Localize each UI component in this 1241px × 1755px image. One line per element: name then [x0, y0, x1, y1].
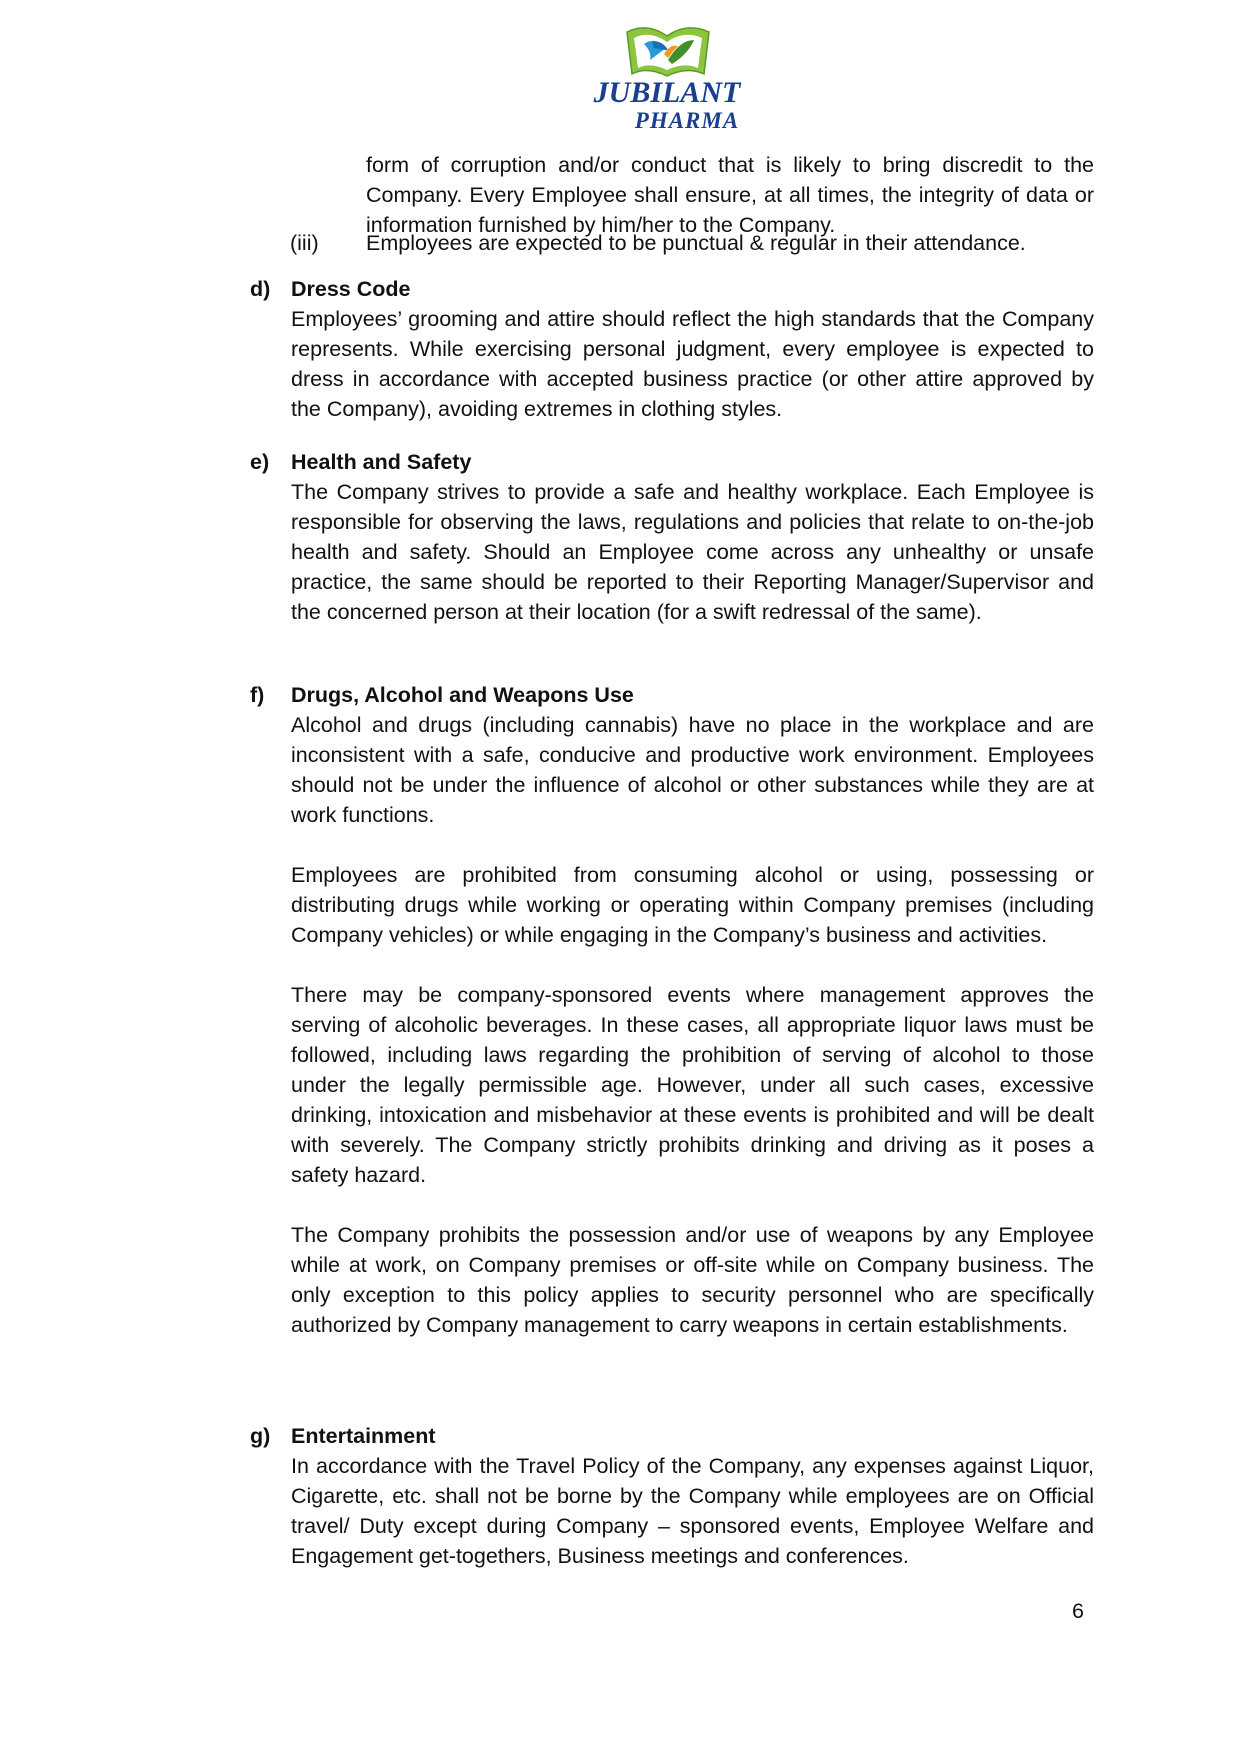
paragraph: Employees’ grooming and attire should reflect the high standards that the Company represents. While exercising personal judgment, every employee is expected to dress in accordance with accepted business practice (or other attire approved by the Company), avoiding extremes in clothing styles. [291, 307, 1094, 421]
page-number: 6 [1072, 1599, 1084, 1623]
paragraph: In accordance with the Travel Policy of the Company, any expenses against Liquor, Cigarette, etc. shall not be borne by the Company while employees are on Official travel/ Duty except during Company – sponsored events, Employee Welfare and Engagement get-togethers, Business meetings and conferences. [291, 1454, 1094, 1568]
section-title: Health and Safety [291, 450, 472, 474]
logo-text-jubilant: JUBILANT [593, 76, 741, 109]
paragraph: Alcohol and drugs (including cannabis) have no place in the workplace and are inconsistent with a safe, conducive and productive work environment. Employees should not be under the influence of alcohol or other substances while they are at work functions. [291, 713, 1094, 827]
section-label: d) [250, 277, 271, 301]
paragraph: The Company prohibits the possession and/or use of weapons by any Employee while at work, on Company premises or off-site while on Company business. The only exception to this policy applies to security personnel who are specifically authorized by Company management to carry weapons in certain establishments. [291, 1223, 1094, 1337]
section-label: g) [250, 1424, 271, 1448]
paragraph: The Company strives to provide a safe and healthy workplace. Each Employee is responsible for observing the laws, regulations and policies that relate to on-the-job health and safety. Should an Employee come across any unhealthy or unsafe practice, the same should be reported to their Reporting Manager/Supervisor and the concerned person at their location (for a swift redressal of the same). [291, 480, 1094, 624]
section-label: e) [250, 450, 270, 474]
company-logo [592, 14, 742, 138]
continuation-paragraph: form of corruption and/or conduct that is likely to bring discredit to the Company. Every Employee shall ensure, at all times, the integrity of data or information furnished by him/her to the Company. [366, 153, 1094, 237]
logo-emblem-icon [592, 14, 742, 84]
paragraph: There may be company-sponsored events where management approves the serving of alcoholic beverages. In these cases, all appropriate liquor laws must be followed, including laws regarding the prohibition of serving of alcohol to those under the legally permissible age. However, under all such cases, excessive drinking, intoxication and misbehavior at these events is prohibited and will be dealt with severely. The Company strictly prohibits drinking and driving as it poses a safety hazard. [291, 983, 1094, 1187]
section-title: Entertainment [291, 1424, 436, 1448]
item-iii-label: (iii) [290, 231, 319, 255]
paragraph: Employees are prohibited from consuming alcohol or using, possessing or distributing drugs while working or operating within Company premises (including Company vehicles) or while engaging in the Company’s business and activities. [291, 863, 1094, 947]
section-label: f) [250, 683, 265, 707]
section-title: Drugs, Alcohol and Weapons Use [291, 683, 634, 707]
logo-text-pharma: PHARMA [634, 108, 740, 133]
item-iii-text: Employees are expected to be punctual & regular in their attendance. [366, 231, 1026, 255]
section-title: Dress Code [291, 277, 411, 301]
